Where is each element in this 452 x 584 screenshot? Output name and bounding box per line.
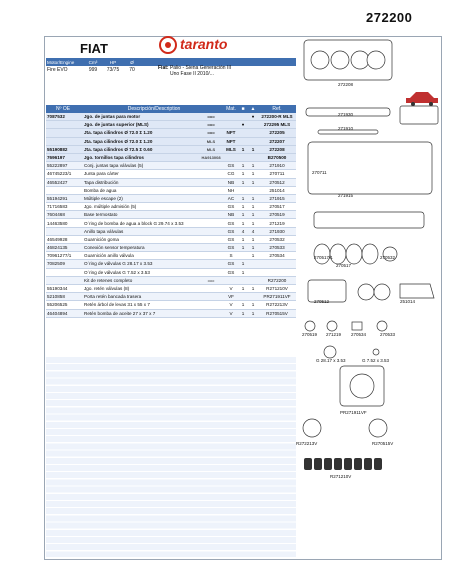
label-270532: 270532 [380, 255, 396, 260]
part-oe-number: 55194291 [47, 195, 68, 201]
part-description: O´ring de válvulas G 7.52 x 3.53 [84, 269, 150, 275]
label-270533: 270533 [380, 332, 396, 337]
part-qty-r: 1 [251, 204, 255, 210]
col-n-icon: ■ [241, 106, 245, 112]
label-r271210v: R271210V [330, 474, 352, 479]
table-row [46, 187, 296, 195]
part-material: MLS [226, 146, 236, 152]
part-reference: 270517 [269, 204, 285, 210]
label-271219: 271219 [326, 332, 342, 337]
part-description: Múltiple escape (2) [84, 195, 123, 201]
col-r-icon: ▲ [250, 106, 256, 112]
part-material: V [229, 286, 233, 292]
part-qty-n: 1 [241, 245, 245, 251]
part-oe-number: 46404894 [47, 310, 68, 316]
part-icon: ooo [207, 130, 215, 136]
part-reference: R272213V [266, 302, 288, 308]
part-qty-r: 1 [251, 179, 255, 185]
label-272208: 272208 [338, 82, 354, 87]
part-icon: HA913008 [201, 155, 221, 161]
part-description: Jta. tapa cilindros Ø 72.0 Σ 1.20 [84, 130, 153, 136]
label-270519: 270519 [302, 332, 318, 337]
label-271910: 271910 [338, 126, 354, 131]
table-header [46, 105, 296, 113]
part-description: Anillo tapa válvulas [84, 228, 124, 234]
part-description: Porta retén bancada trasera [84, 294, 142, 300]
part-material: GS [227, 220, 235, 226]
part-oe-number: 7082509 [47, 261, 65, 267]
part-reference: 272295 MLS [263, 122, 291, 128]
col-desc: Descripción/Description [127, 106, 181, 112]
label-pr271911vf: PR271911VF [340, 410, 367, 415]
part-oe-number: 7604468 [47, 212, 65, 218]
part-reference: 271930 [269, 228, 285, 234]
part-qty-r: 1 [251, 253, 255, 259]
table-row [46, 269, 296, 277]
label-270517: 270517 [336, 263, 352, 268]
part-description: Jgo. tornillos tapa cilindros [84, 155, 144, 161]
exhaust-gasket-drawing [314, 212, 424, 228]
application-block [158, 65, 231, 77]
part-material: V [229, 310, 233, 316]
part-qty-n: 4 [241, 228, 245, 234]
hp-label: HP [109, 59, 117, 65]
col-oe: Nº OE [56, 106, 71, 112]
part-icon: ooo [207, 114, 215, 120]
part-material: AC [227, 195, 235, 201]
part-oe-number: 46745223/1 [47, 171, 72, 177]
part-qty-r: ● [251, 114, 255, 120]
part-reference: R272200 [267, 277, 287, 283]
part-material: GS [227, 204, 235, 210]
label-271915: 271915 [338, 193, 354, 198]
table-row [46, 260, 296, 268]
part-description: Jgo. múltiple admisión (5) [84, 204, 137, 210]
part-material: S [229, 253, 233, 259]
part-description: Bomba de agua [84, 187, 117, 193]
part-qty-n: 1 [241, 269, 245, 275]
part-material: GS [227, 236, 235, 242]
part-qty-n: 1 [241, 146, 245, 152]
part-oe-number: 7087532 [47, 114, 65, 120]
label-270711: 270711 [312, 170, 327, 175]
label-r272213v: R272213V [296, 441, 318, 446]
table-row [46, 310, 296, 318]
part-material: GS [227, 228, 235, 234]
part-description: Guarnición goma [84, 236, 119, 242]
part-reference: B270500 [267, 155, 287, 161]
part-qty-n: 1 [241, 286, 245, 292]
part-qty-n: 1 [241, 204, 245, 210]
part-description: Junta para cárter [84, 171, 119, 177]
label-270517-1: 270517/1 [314, 255, 333, 260]
table-empty-rows [46, 357, 296, 557]
head-gasket-drawing [304, 40, 392, 80]
part-reference: 251014 [269, 187, 285, 193]
application-line-2: Uno Fase II 2010/... [170, 71, 214, 77]
table-row [46, 277, 296, 285]
part-qty-r: 1 [251, 220, 255, 226]
intake-gaskets-drawing [314, 244, 397, 264]
part-reference: 270532 [269, 236, 285, 242]
part-material: V [229, 302, 233, 308]
engine-hp: 73/75 [106, 67, 120, 73]
motor-label: Motor/Engine [47, 59, 75, 65]
part-qty-n: 1 [241, 302, 245, 308]
part-icon: ooo [207, 277, 215, 283]
part-qty-n: 1 [241, 195, 245, 201]
part-material: GS [227, 163, 235, 169]
part-qty-n: 1 [241, 220, 245, 226]
table-row [46, 219, 296, 227]
label-270534: 270534 [351, 332, 367, 337]
label-271930: 271930 [338, 112, 354, 117]
part-reference: 270533 [269, 245, 285, 251]
label-oring-a: G 28.17 x 3.53 [316, 358, 346, 363]
table-row [46, 146, 296, 154]
table-row [46, 121, 296, 129]
part-reference: 272200-R MLS [261, 114, 293, 120]
part-reference: 270534 [269, 253, 285, 259]
part-description: O´ring de bomba de agua a block G 29.74 x 3.53 [84, 220, 184, 226]
part-qty-r: 1 [251, 171, 255, 177]
part-material: NB [227, 179, 235, 185]
part-icon: MLS [206, 138, 216, 144]
part-material: NFT [226, 130, 236, 136]
table-row [46, 301, 296, 309]
part-reference: 272205 [269, 130, 285, 136]
part-reference: 272207 [269, 138, 285, 144]
illustrations [300, 36, 442, 560]
part-reference: 271910 [269, 163, 285, 169]
part-material: NB [227, 212, 235, 218]
part-icon: ooo [207, 122, 215, 128]
application-label: Fiat: [158, 65, 169, 71]
part-material: CG [227, 171, 235, 177]
part-description: Jta. tapa cilindros Ø 72.0 Σ 1.20 [84, 138, 153, 144]
part-qty-n: 1 [241, 310, 245, 316]
col-ref: Ref. [272, 106, 282, 112]
part-reference: 271915 [269, 195, 285, 201]
part-oe-number: 71716583 [47, 204, 68, 210]
part-material: GS [227, 245, 235, 251]
part-description: Jgo. retén válvulas (8) [84, 286, 130, 292]
diam-label: Ø [130, 59, 134, 65]
part-qty-r: 4 [251, 228, 255, 234]
part-description: Guarnición anillo válvula [84, 253, 134, 259]
label-oring-b: G 7.52 x 3.53 [362, 358, 390, 363]
make-title: FIAT [80, 41, 108, 56]
part-oe-number: 5210858 [47, 294, 65, 300]
part-qty-r: 1 [251, 236, 255, 242]
car-icon [406, 92, 438, 106]
brand-logo [158, 34, 282, 56]
part-qty-n: 1 [241, 212, 245, 218]
part-description: Retén bomba de aceite 27 x 37 x 7 [84, 310, 156, 316]
part-qty-r: 1 [251, 286, 255, 292]
part-qty-r: 1 [251, 310, 255, 316]
part-description: Jgo. de juntas para motor [84, 114, 141, 120]
brand-name: taranto [180, 36, 228, 52]
part-qty-n: 1 [241, 236, 245, 242]
part-description: Conexión sensor temperatura [84, 245, 145, 251]
engine-info-row [46, 67, 141, 73]
engine-cm3: 999 [88, 67, 98, 73]
part-oe-number: 7696197 [47, 155, 65, 161]
col-mat: Mat. [226, 106, 236, 112]
table-row [46, 138, 296, 146]
table-row [46, 162, 296, 170]
label-r270515v: R270515V [372, 441, 394, 446]
part-oe-number: 14463580 [47, 220, 68, 226]
valve-seals-drawing [304, 458, 382, 470]
table-row [46, 252, 296, 260]
part-reference: 270519 [269, 212, 285, 218]
parts-table [46, 113, 296, 318]
cm3-label: Cm³ [88, 59, 98, 65]
water-pump-drawing [400, 284, 434, 298]
part-reference: R271210V [266, 286, 288, 292]
part-oe-number: 46549928 [47, 236, 68, 242]
part-reference: PR271911VF [263, 294, 291, 300]
table-row [46, 244, 296, 252]
table-row [46, 179, 296, 187]
part-material: GS [227, 269, 235, 275]
part-qty-n: 1 [241, 261, 245, 267]
part-qty-n: 1 [241, 179, 245, 185]
part-qty-n: 1 [241, 163, 245, 169]
part-oe-number: 55190882 [47, 146, 68, 152]
part-reference: 271219 [269, 220, 285, 226]
part-icon: MLS [206, 146, 216, 152]
part-description: Base termostato [84, 212, 118, 218]
label-251014: 251014 [400, 299, 416, 304]
engine-name: Fire EVO [47, 67, 68, 73]
part-oe-number: 55222897 [47, 163, 68, 169]
part-qty-r: 1 [251, 245, 255, 251]
part-material: NFT [226, 138, 236, 144]
part-qty-r: 1 [251, 146, 255, 152]
part-qty-r: 1 [251, 302, 255, 308]
part-material: VF [228, 294, 234, 300]
part-reference: 270512 [269, 179, 285, 185]
table-row [46, 211, 296, 219]
part-qty-r: 1 [251, 163, 255, 169]
table-row [46, 195, 296, 203]
part-description: Jta. tapa cilindros Ø 72.5 Σ 0.60 [84, 146, 153, 152]
part-material: NH [227, 187, 235, 193]
table-row [46, 154, 296, 162]
part-description: Conj. juntas tapa válvulas (5) [84, 163, 144, 169]
table-row [46, 236, 296, 244]
part-qty-r: 1 [251, 195, 255, 201]
part-qty-n: ● [241, 122, 245, 128]
engine-diam: 70 [129, 67, 135, 73]
part-description: Jgo. de juntas superior (MLS) [84, 122, 149, 128]
part-description: Kit de retenes completo [84, 277, 133, 283]
part-description: Retén árbol de levas 31 x 55 x 7 [84, 302, 150, 308]
part-reference: R270515V [266, 310, 288, 316]
label-270512: 270512 [314, 299, 330, 304]
part-oe-number: 55206525 [47, 302, 68, 308]
part-oe-number: 46824135 [47, 245, 68, 251]
table-row [46, 170, 296, 178]
oil-pan-gasket-drawing [308, 142, 432, 194]
part-description: O´ring de válvulas G 28.17 x 3.53 [84, 261, 153, 267]
table-row [46, 293, 296, 301]
table-row [46, 228, 296, 236]
part-description: Tapa distribución [84, 179, 119, 185]
part-oe-number: 46552427 [47, 179, 68, 185]
table-row [46, 129, 296, 137]
part-oe-number: 55190344 [47, 286, 68, 292]
part-oe-number: 70961277/1 [47, 253, 72, 259]
table-row [46, 113, 296, 121]
part-qty-n: 1 [241, 171, 245, 177]
table-row [46, 285, 296, 293]
table-row [46, 203, 296, 211]
part-qty-r: 1 [251, 212, 255, 218]
application-line-1: Palio - Siena Generación III [169, 65, 232, 71]
part-reference: 270711 [269, 171, 285, 177]
catalog-code: 272200 [366, 10, 413, 25]
part-reference: 272208 [269, 146, 285, 152]
part-material: GS [227, 261, 235, 267]
